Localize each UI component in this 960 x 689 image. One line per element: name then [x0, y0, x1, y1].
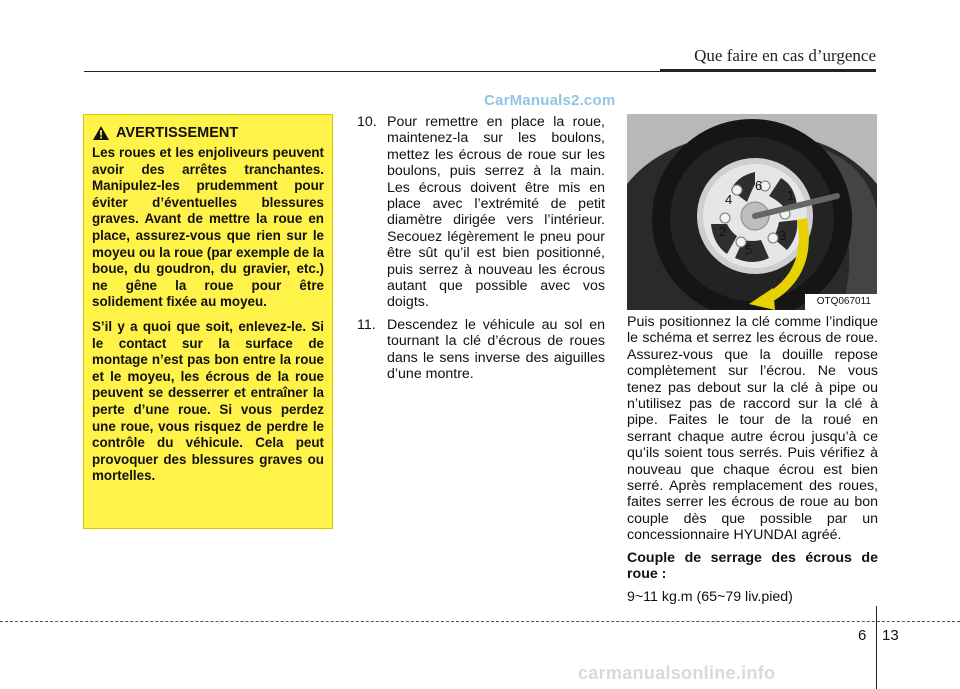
figure-code: OTQ067011 — [816, 296, 871, 307]
nut-label-4: 4 — [725, 192, 733, 207]
step-10 — [357, 114, 605, 311]
header-rule-thick — [660, 69, 876, 72]
step-11 — [357, 317, 605, 383]
wheel-illustration — [627, 114, 877, 310]
warning-box — [83, 114, 333, 529]
step-number: 11. — [357, 316, 376, 333]
instruction-paragraph: Puis positionnez la clé comme l’indique le schéma et serrez les écrous de roue. Assurez-vous que la douille repose complètement sur l’écrou. Ne vous tenez pas debout sur la clé à pipe ou n’utilisez pas de raccord sur la clé à pipe. Faites le tour de la roué en serrant chaque autre écrou jusqu’à ce qu’ils soient tous serrés. Puis vérifiez à nouveau que chaque écrou est bien serré. Après remplacement des roues, faites serrer les écrous de roue au bon couple dès que possible par un concessionnaire HYUNDAI agréé. — [627, 314, 878, 544]
torque-value: 9~11 kg.m (65~79 liv.pied) — [627, 588, 793, 605]
right-column — [627, 314, 878, 611]
steps-column — [357, 114, 605, 389]
nut-label-6: 6 — [755, 178, 763, 193]
footer-dashed-rule — [0, 621, 960, 622]
footer-vertical-rule — [876, 606, 877, 689]
watermark-top: CarManuals2.com — [484, 92, 616, 109]
page-chapter: 6 — [858, 627, 867, 644]
warning-heading — [92, 125, 324, 141]
warning-paragraph-2: S’il y a quoi que soit, enlevez-le. Si le contact sur la surface de montage n’est pas bon entre la roue et le moyeu, les écrous de la roue peuvent se desserrer et entraîner la perte d’une roue. Si vous perdez une roue, vous risquez de perdre le contrôle du véhicule. Cela peut provoquer des blessures graves ou mortelles. — [92, 318, 324, 484]
warning-paragraph-1: Les roues et les enjoliveurs peuvent avoir des arrêtes tranchantes. Manipulez-les prudemment pour éviter d’éventuelles blessures graves. Avant de mettre la roue en place, assurez-vous que rien sur le moyeu ou la roue (par exemple de la boue, du goudron, du gravier, etc.) ne gêne la roue pour être solidement fixée au moyeu. — [92, 145, 324, 310]
wheel-figure — [627, 114, 877, 310]
page-number: 13 — [882, 627, 899, 644]
warning-triangle-icon — [92, 125, 110, 141]
header-title: Que faire en cas d’urgence — [694, 46, 876, 65]
torque-heading: Couple de serrage des écrous de roue : — [627, 549, 878, 583]
watermark-bottom: carmanualsonline.info — [578, 663, 776, 683]
nut-label-2: 2 — [719, 224, 727, 239]
nut-label-1: 1 — [787, 188, 795, 203]
nut-label-5: 5 — [745, 242, 753, 257]
step-text: Descendez le véhicule au sol en tournant la clé d’écrous de roues dans le sens inverse des aiguilles d’une montre. — [387, 316, 605, 383]
step-text: Pour remettre en place la roue, maintenez-la sur les boulons, mettez les écrous de roue sur les boulons, puis serrez à la main. Les écrous doivent être mis en place avec l’extrémité de petit diamètre dirigée vers l’intérieur. Secouez légèrement le pneu pour être sût qu’il est bien positionné, puis serrez à nouveau les écrous autant que possible avec vos doigts. — [387, 114, 605, 311]
nut-label-3: 3 — [779, 228, 787, 243]
step-number: 10. — [357, 114, 377, 130]
warning-title: AVERTISSEMENT — [116, 125, 239, 141]
